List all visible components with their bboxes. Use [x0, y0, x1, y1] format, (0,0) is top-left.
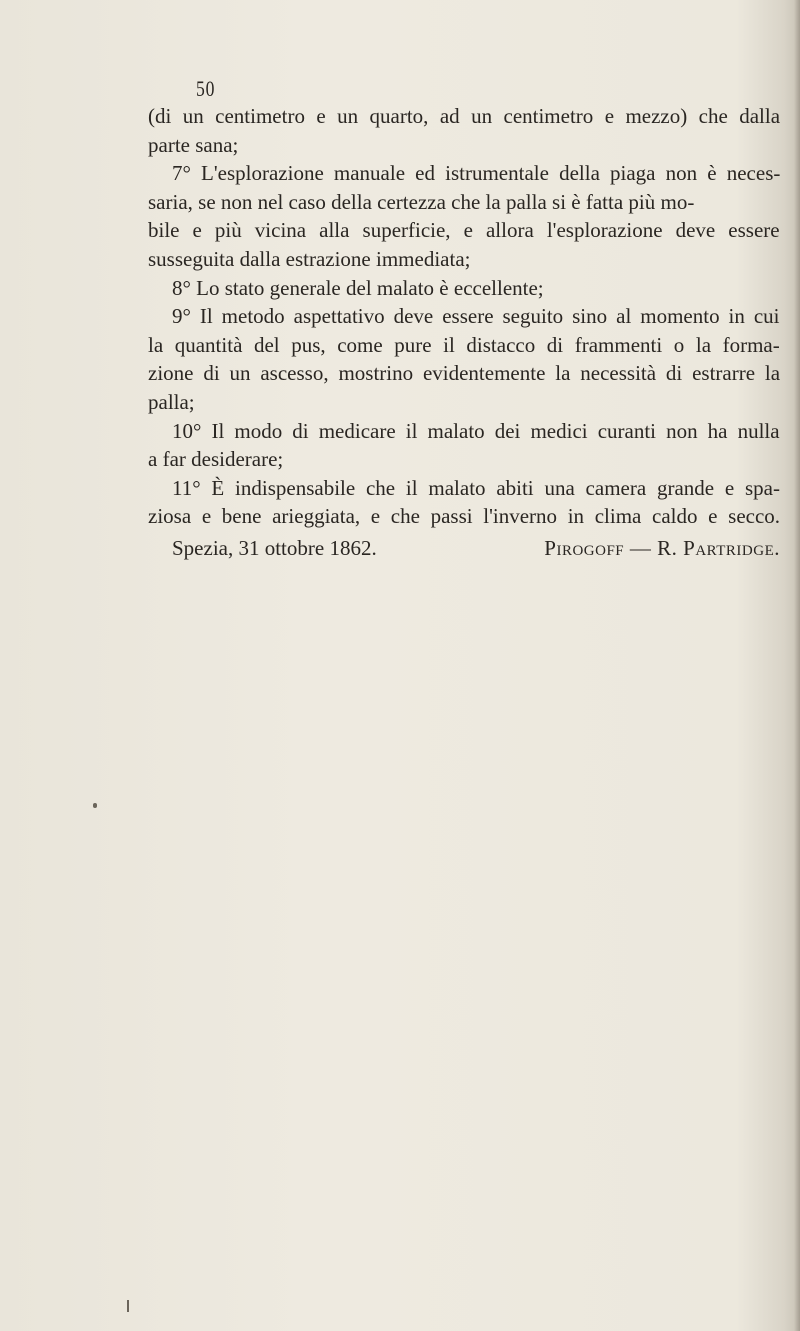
paper-speck — [127, 1300, 129, 1312]
page-edge-shadow — [794, 0, 800, 1331]
text-line-content: 8° Lo stato generale del malato è eccellente; — [172, 275, 544, 300]
text-line-content: bile e più vicina alla superficie, e allora l'esplorazione deve essere — [148, 218, 780, 243]
text-line-content: la quantità del pus, come pure il distacco di frammenti o la forma- — [148, 332, 780, 357]
text-line-content: zione di un ascesso, mostrino evidentemente la necessità di estrarre la — [148, 361, 781, 386]
text-line-content: 9° Il metodo aspettativo deve essere seguito sino al momento in cui — [172, 304, 780, 329]
text-line — [148, 102, 780, 131]
text-line — [148, 159, 780, 188]
text-line — [148, 302, 780, 331]
text-line — [148, 188, 780, 217]
paper-speck — [93, 803, 97, 808]
text-line-content: 7° L'esplorazione manuale ed istrumentale della piaga non è neces- — [172, 161, 781, 186]
place-date: Spezia, 31 ottobre 1862. — [172, 535, 377, 560]
text-line-content: 10° Il modo di medicare il malato dei medici curanti non ha nulla — [172, 418, 780, 443]
body-text — [148, 102, 780, 563]
text-line — [148, 359, 780, 388]
text-line — [148, 502, 780, 531]
text-line-content: ziosa e bene arieggiata, e che passi l'inverno in clima caldo e secco. — [148, 504, 781, 529]
page-number: 50 — [196, 76, 216, 101]
text-line-content: a far desiderare; — [148, 447, 284, 472]
text-line-content: saria, se non nel caso della certezza che la palla si è fatta più mo- — [148, 189, 695, 214]
text-line — [148, 388, 780, 417]
text-line-content: susseguita dalla estrazione immediata; — [148, 246, 471, 271]
text-line — [148, 331, 780, 360]
text-line-content: (di un centimetro e un quarto, ad un centimetro e mezzo) che dalla — [148, 104, 781, 128]
text-line-content: palla; — [148, 389, 195, 414]
text-line — [148, 445, 780, 474]
text-line — [148, 274, 780, 303]
signature-authors: Pirogoff — R. Partridge. — [544, 535, 780, 560]
text-line — [148, 474, 780, 503]
text-line — [148, 417, 780, 446]
text-line — [148, 245, 780, 274]
signature-line — [148, 533, 780, 563]
text-line — [148, 216, 780, 245]
text-line — [148, 131, 780, 160]
text-line-content: 11° È indispensabile che il malato abiti una camera grande e spa- — [172, 475, 780, 500]
text-line-content: parte sana; — [148, 132, 239, 157]
